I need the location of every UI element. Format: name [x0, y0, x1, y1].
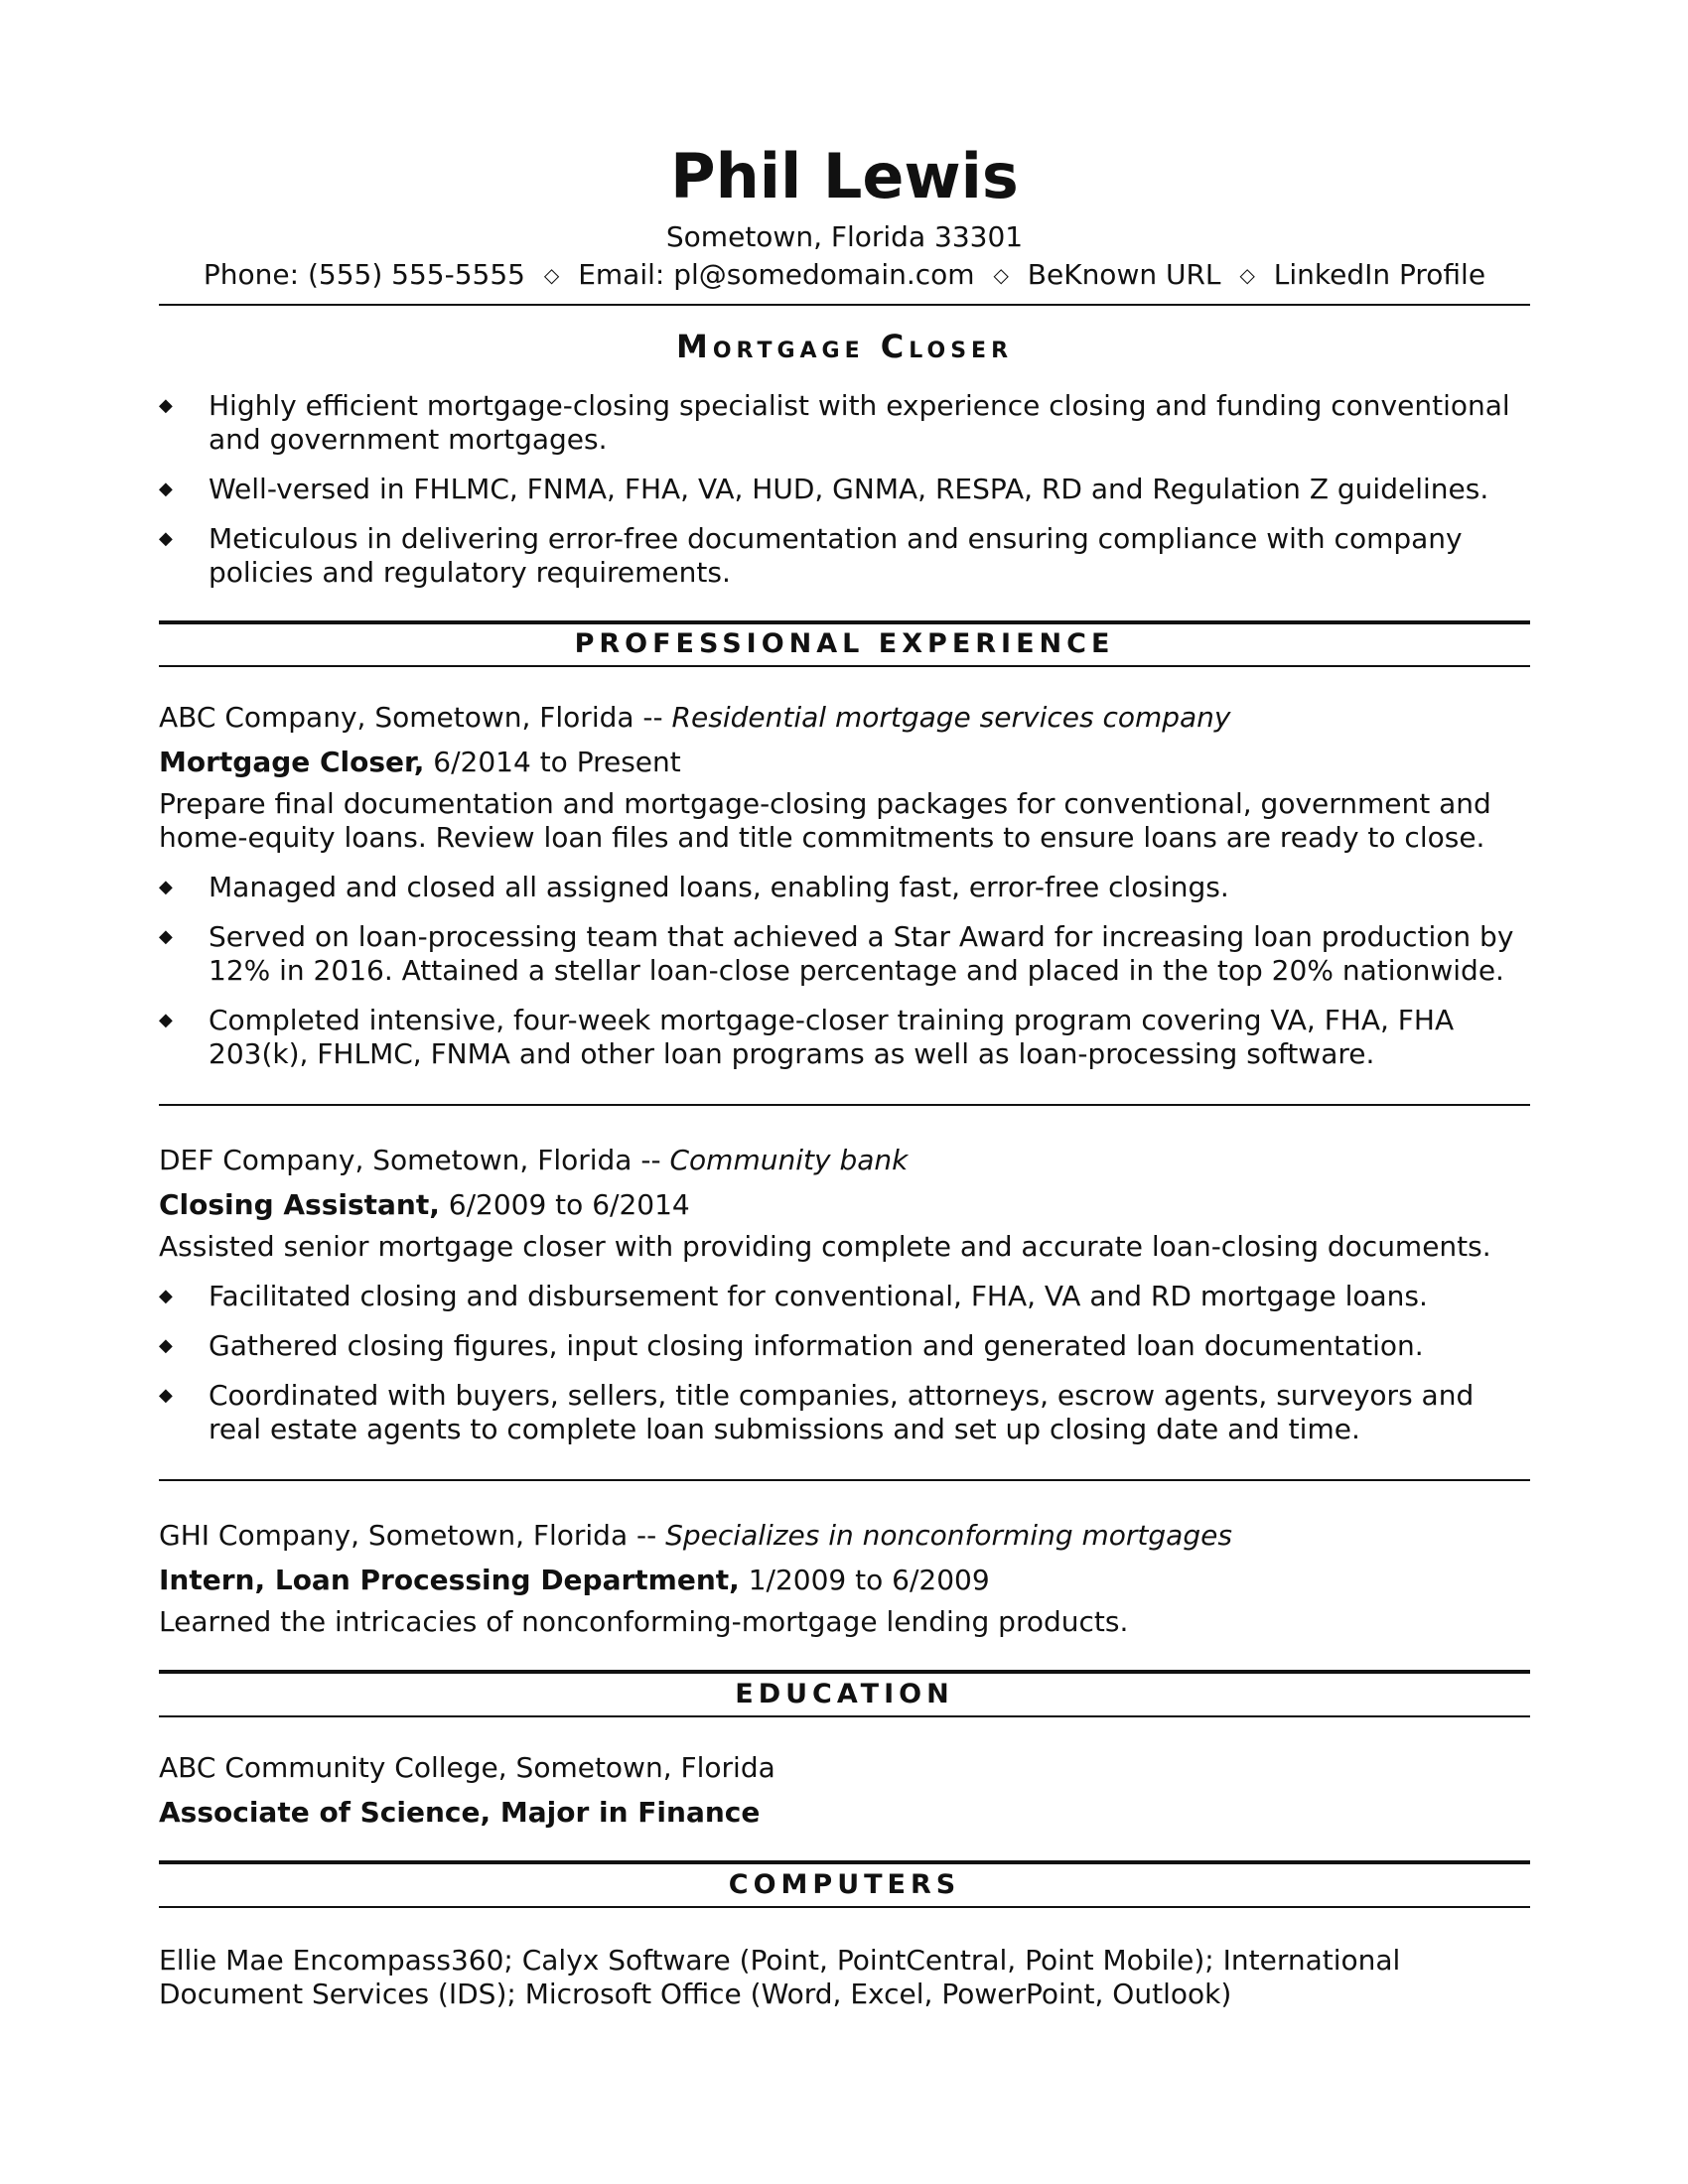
- section-divider-bottom: [159, 1906, 1530, 1908]
- computers-section-title: COMPUTERS: [728, 1869, 961, 1900]
- list-item: ◆ Facilitated closing and disbursement for conventional, FHA, VA and RD mortgage loans.: [159, 1280, 1428, 1312]
- list-item: ◆ Managed and closed all assigned loans, enabling fast, error-free closings.: [159, 871, 1229, 903]
- beknown-link[interactable]: BeKnown URL: [1027, 258, 1221, 291]
- list-item: ◆ Coordinated with buyers, sellers, title companies, attorneys, escrow agents, surveyors and real estate agents to complete loan submissions and set up closing date and time.: [159, 1379, 1475, 1445]
- objective-title: Mortgage Closer: [675, 328, 1014, 365]
- bullet-diamond-icon: ◆: [159, 877, 173, 897]
- job-bullets: [159, 871, 1530, 1087]
- separator-diamond-icon: ◇: [1239, 263, 1255, 287]
- email-text: Email: pl@somedomain.com: [578, 258, 975, 291]
- section-divider-bottom: [159, 665, 1530, 667]
- list-item: ◆ Meticulous in delivering error-free documentation and ensuring compliance with company policies and regulatory requirements.: [159, 522, 1463, 589]
- experience-section-title: PROFESSIONAL EXPERIENCE: [574, 628, 1115, 659]
- job-bullets: [159, 1280, 1530, 1462]
- job-company: ABC Company, Sometown, Florida -- Residential mortgage services company: [159, 701, 1231, 734]
- bullet-diamond-icon: ◆: [159, 926, 173, 947]
- list-item: ◆ Gathered closing figures, input closing information and generated loan documentation.: [159, 1329, 1424, 1362]
- job-summary: Assisted senior mortgage closer with providing complete and accurate loan-closing documents.: [159, 1230, 1491, 1263]
- bullet-diamond-icon: ◆: [159, 1335, 173, 1356]
- list-item: ◆ Completed intensive, four-week mortgage-closer training program covering VA, FHA, FHA 203(k), FHLMC, FNMA and other loan programs as well as loan-processing software.: [159, 1004, 1455, 1070]
- list-item: ◆ Highly efficient mortgage-closing specialist with experience closing and funding conventional and government mortgages.: [159, 389, 1510, 456]
- bullet-diamond-icon: ◆: [159, 1286, 173, 1306]
- section-divider-top: [159, 620, 1530, 624]
- bullet-diamond-icon: ◆: [159, 1385, 173, 1406]
- bullet-diamond-icon: ◆: [159, 478, 173, 499]
- bullet-diamond-icon: ◆: [159, 395, 173, 416]
- objective-bullets: [159, 389, 1530, 606]
- job-role: Intern, Loan Processing Department, 1/2009 to 6/2009: [159, 1564, 990, 1596]
- job-role: Closing Assistant, 6/2009 to 6/2014: [159, 1188, 690, 1221]
- job-summary: Learned the intricacies of nonconforming-mortgage lending products.: [159, 1605, 1129, 1638]
- separator-diamond-icon: ◇: [543, 263, 560, 287]
- education-school: ABC Community College, Sometown, Florida: [159, 1751, 775, 1784]
- candidate-name: Phil Lewis: [670, 140, 1019, 212]
- section-divider-bottom: [159, 1715, 1530, 1717]
- candidate-address: Sometown, Florida 33301: [665, 220, 1024, 253]
- list-item: ◆ Well-versed in FHLMC, FNMA, FHA, VA, HUD, GNMA, RESPA, RD and Regulation Z guidelines.: [159, 473, 1489, 505]
- bullet-diamond-icon: ◆: [159, 528, 173, 549]
- computers-text: Ellie Mae Encompass360; Calyx Software (Point, PointCentral, Point Mobile); International Document Services (IDS); Microsoft Office (Word, Excel, PowerPoint, Outlook): [159, 1944, 1401, 2010]
- resume-page: [159, 0, 1530, 2184]
- list-item: ◆ Served on loan-processing team that achieved a Star Award for increasing loan production by 12% in 2016. Attained a stellar loan-close percentage and placed in the top 20% nationwide.: [159, 920, 1514, 987]
- contact-line: [159, 257, 1530, 293]
- job-divider: [159, 1104, 1530, 1106]
- education-section-title: EDUCATION: [735, 1679, 954, 1709]
- job-summary: Prepare final documentation and mortgage-closing packages for conventional, government and home-equity loans. Review loan files and title commitments to ensure loans are ready to close.: [159, 787, 1491, 854]
- education-degree: Associate of Science, Major in Finance: [159, 1796, 761, 1829]
- separator-diamond-icon: ◇: [993, 263, 1009, 287]
- job-role: Mortgage Closer, 6/2014 to Present: [159, 746, 681, 778]
- job-company: GHI Company, Sometown, Florida -- Specializes in nonconforming mortgages: [159, 1519, 1232, 1552]
- job-company: DEF Company, Sometown, Florida -- Community bank: [159, 1144, 909, 1176]
- section-divider-top: [159, 1670, 1530, 1674]
- bullet-diamond-icon: ◆: [159, 1010, 173, 1030]
- section-divider-top: [159, 1860, 1530, 1864]
- linkedin-link[interactable]: LinkedIn Profile: [1273, 258, 1486, 291]
- header-divider: [159, 304, 1530, 306]
- phone-text: Phone: (555) 555-5555: [203, 258, 525, 291]
- job-divider: [159, 1479, 1530, 1481]
